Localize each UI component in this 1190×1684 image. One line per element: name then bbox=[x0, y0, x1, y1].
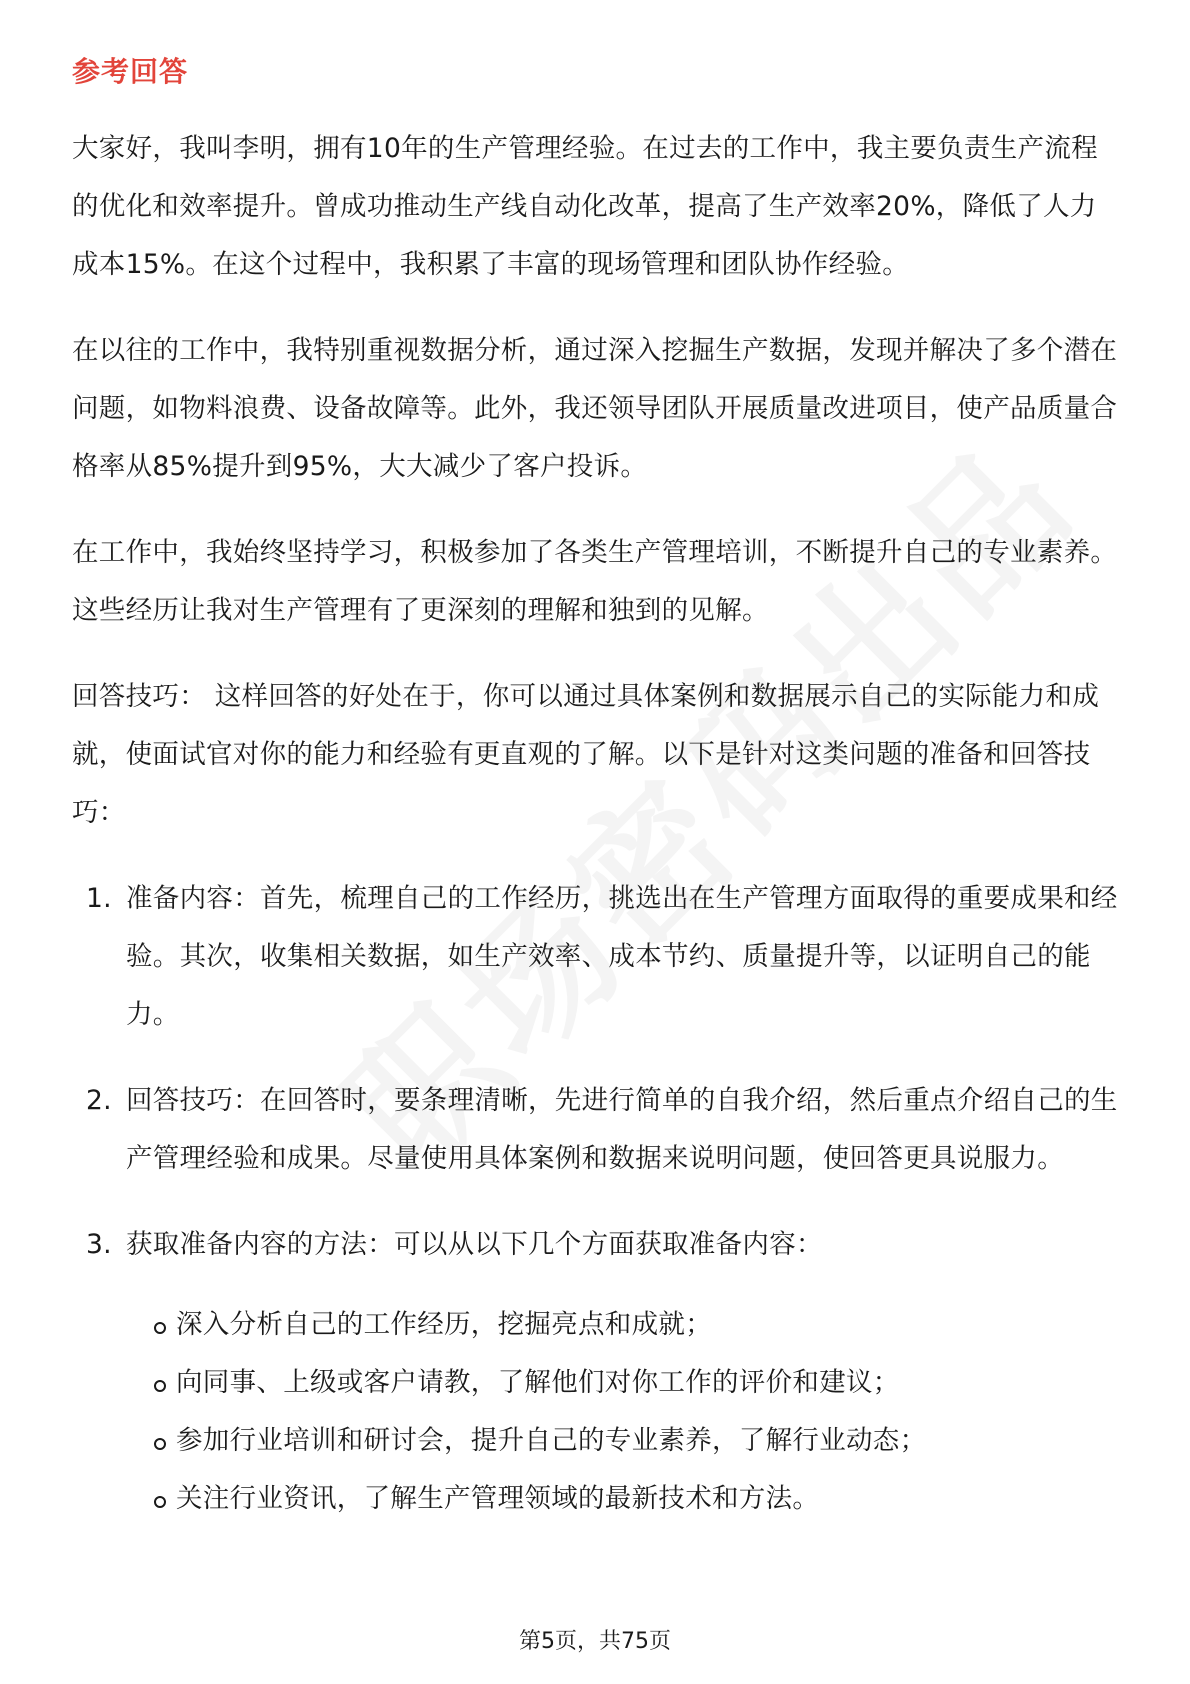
section-heading: 参考回答 bbox=[72, 55, 189, 88]
answer-content bbox=[72, 120, 1122, 1556]
paragraph-learning: 在工作中，我始终坚持学习，积极参加了各类生产管理培训，不断提升自己的专业素养。这些经历让我对生产管理有了更深刻的理解和独到的见解。 bbox=[72, 537, 1118, 626]
paragraph-intro: 大家好，我叫李明，拥有10年的生产管理经验。在过去的工作中，我主要负责生产流程的优化和效率提升。曾成功推动生产线自动化改革，提高了生产效率20%，降低了人力成本15%。在这个过程中，我积累了丰富的现场管理和团队协作经验。 bbox=[72, 133, 1098, 280]
sublist-item bbox=[72, 1354, 1122, 1412]
sublist-item-text: 向同事、上级或客户请教，了解他们对你工作的评价和建议； bbox=[176, 1367, 900, 1398]
paragraph-data-analysis: 在以往的工作中，我特别重视数据分析，通过深入挖掘生产数据，发现并解决了多个潜在问题，如物料浪费、设备故障等。此外，我还领导团队开展质量改进项目，使产品质量合格率从85%提升到95%，大大减少了客户投诉。 bbox=[72, 335, 1118, 482]
sublist-item-text: 深入分析自己的工作经历，挖掘亮点和成就； bbox=[176, 1309, 712, 1340]
tips-list bbox=[72, 870, 1122, 1528]
bullet-circle-icon bbox=[154, 1322, 166, 1334]
sublist-item-text: 参加行业培训和研讨会，提升自己的专业素养，了解行业动态； bbox=[176, 1425, 927, 1456]
paragraph-tips: 回答技巧： 这样回答的好处在于，你可以通过具体案例和数据展示自己的实际能力和成就，使面试官对你的能力和经验有更直观的了解。以下是针对这类问题的准备和回答技巧： bbox=[72, 681, 1100, 828]
list-number: 2. bbox=[86, 1085, 112, 1116]
list-number: 3. bbox=[86, 1229, 112, 1260]
page-footer: 第5页，共75页 bbox=[519, 1629, 671, 1654]
sublist-item bbox=[72, 1412, 1122, 1470]
list-number: 1. bbox=[86, 883, 112, 914]
bullet-circle-icon bbox=[154, 1496, 166, 1508]
sublist-item bbox=[72, 1470, 1122, 1528]
list-item bbox=[72, 870, 1122, 1044]
sublist-item bbox=[72, 1296, 1122, 1354]
bullet-circle-icon bbox=[154, 1438, 166, 1450]
method-sublist bbox=[72, 1296, 1122, 1528]
list-item bbox=[72, 1072, 1122, 1188]
list-item-text: 获取准备内容的方法：可以从以下几个方面获取准备内容： bbox=[126, 1229, 823, 1260]
list-item bbox=[72, 1216, 1122, 1528]
list-item-text: 回答技巧：在回答时，要条理清晰，先进行简单的自我介绍，然后重点介绍自己的生产管理经验和成果。尽量使用具体案例和数据来说明问题，使回答更具说服力。 bbox=[126, 1085, 1118, 1174]
list-item-text: 准备内容：首先，梳理自己的工作经历，挑选出在生产管理方面取得的重要成果和经验。其次，收集相关数据，如生产效率、成本节约、质量提升等，以证明自己的能力。 bbox=[126, 883, 1118, 1030]
sublist-item-text: 关注行业资讯，了解生产管理领域的最新技术和方法。 bbox=[176, 1483, 820, 1514]
bullet-circle-icon bbox=[154, 1380, 166, 1392]
